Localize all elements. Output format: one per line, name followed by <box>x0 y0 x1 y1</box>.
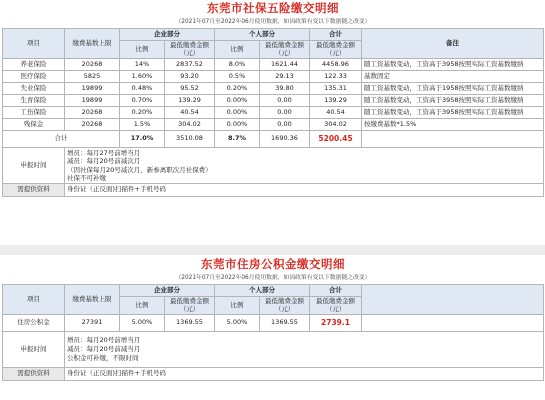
required-docs-text: 身份证（正反面)扫描件+手机号码 <box>65 184 544 197</box>
fund-row-employer-amount: 1369.55 <box>165 315 215 332</box>
row-base: 19899 <box>65 95 120 107</box>
row-remark: 随工资基数变动，工资高于3958按照实际工资基数缴纳 <box>362 95 544 107</box>
fund-apply-time-text: 增员：每月20号前增当月 减员：每月20号前减当月 公积金可补缴，不限时间 <box>65 332 544 368</box>
total-personal-amount: 1690.36 <box>260 131 310 148</box>
row-item: 残保金 <box>3 119 65 131</box>
row-employer-amount: 93.20 <box>165 71 215 83</box>
row-item: 养老保险 <box>3 59 65 71</box>
fund-row-personal-ratio: 5.00% <box>215 315 260 332</box>
fund-header-item: 项目 <box>3 285 65 315</box>
table-row <box>3 59 544 71</box>
row-total: 40.54 <box>310 107 362 119</box>
row-personal-amount: 1621.44 <box>260 59 310 71</box>
row-personal-ratio: 0.00% <box>215 95 260 107</box>
row-item: 工伤保险 <box>3 107 65 119</box>
fund-header-employer: 企业部分 <box>120 285 215 297</box>
table-row <box>3 83 544 95</box>
row-remark: 基数固定 <box>362 71 544 83</box>
fund-header-employer-ratio: 比例 <box>120 297 165 315</box>
required-docs-label: 需提供资料 <box>3 184 65 197</box>
row-personal-amount: 39.80 <box>260 83 310 95</box>
row-employer-amount: 2837.52 <box>165 59 215 71</box>
row-remark: 随工资基数变动，工资高于3958按照实际工资基数缴纳 <box>362 107 544 119</box>
fund-row-item: 住房公积金 <box>3 315 65 332</box>
row-remark: 按缴费基数*1.5% <box>362 119 544 131</box>
fund-header-personal-ratio: 比例 <box>215 297 260 315</box>
fund-header-employer-amount: 最低缴费金额 （元） <box>165 297 215 315</box>
row-total: 122.33 <box>310 71 362 83</box>
fund-row-employer-ratio: 5.00% <box>120 315 165 332</box>
total-employer-ratio: 17.0% <box>120 131 165 148</box>
fund-subtitle: （2021年07月至2022年06月使用数据，如因政策有变以下数据随之改变） <box>175 275 371 282</box>
row-employer-ratio: 1.5% <box>120 119 165 131</box>
row-employer-amount: 95.52 <box>165 83 215 95</box>
apply-time-text: 增员：每月27号前增当月 减员：每月20号前减次月 （因社保每月20号减次月，新参离职次月社保费） 社保不可补缴 <box>65 148 544 184</box>
row-personal-ratio: 0.00% <box>215 107 260 119</box>
section-separator <box>0 245 545 255</box>
fund-apply-time-row <box>3 332 544 368</box>
header-remark: 备注 <box>362 29 544 59</box>
total-remark-empty <box>362 131 544 148</box>
table-row <box>3 71 544 83</box>
row-base: 20268 <box>65 119 120 131</box>
housing-fund-table <box>2 256 544 381</box>
row-total: 4458.96 <box>310 59 362 71</box>
row-base: 20268 <box>65 107 120 119</box>
header-employer-ratio: 比例 <box>120 41 165 59</box>
header-personal-ratio: 比例 <box>215 41 260 59</box>
total-amount: 5200.45 <box>310 131 362 148</box>
row-employer-amount: 304.02 <box>165 119 215 131</box>
fund-apply-time-label: 申报时间 <box>3 332 65 368</box>
row-personal-amount: 0.00 <box>260 95 310 107</box>
total-personal-ratio: 8.7% <box>215 131 260 148</box>
fund-row-total: 2739.1 <box>310 315 362 332</box>
fund-title: 东莞市住房公积金缴交明细 <box>201 256 345 271</box>
row-employer-ratio: 0.20% <box>120 107 165 119</box>
row-employer-amount: 139.29 <box>165 95 215 107</box>
social-insurance-table <box>2 0 544 197</box>
table-row <box>3 315 544 332</box>
fund-row-personal-amount: 1369.55 <box>260 315 310 332</box>
row-remark: 随工资基数变动，工资高于3958按照实际工资基数缴纳 <box>362 59 544 71</box>
row-personal-ratio: 8.0% <box>215 59 260 71</box>
header-personal: 个人部分 <box>215 29 310 41</box>
row-personal-ratio: 0.5% <box>215 71 260 83</box>
fund-required-docs-text: 身份证（正反面)扫描件+手机号码 <box>65 368 544 381</box>
table-row <box>3 107 544 119</box>
row-personal-ratio: 0.00% <box>215 119 260 131</box>
fund-header-base: 缴费基数上限 <box>65 285 120 315</box>
row-base: 5825 <box>65 71 120 83</box>
header-personal-amount: 最低缴费金额 （元） <box>260 41 310 59</box>
header-total-amount: 最低缴费金额 （元） <box>310 41 362 59</box>
row-employer-amount: 40.54 <box>165 107 215 119</box>
row-item: 生育保险 <box>3 95 65 107</box>
header-total: 合计 <box>310 29 362 41</box>
fund-required-docs-label: 需提供资料 <box>3 368 65 381</box>
header-item: 项目 <box>3 29 65 59</box>
row-personal-amount: 29.13 <box>260 71 310 83</box>
row-employer-ratio: 14% <box>120 59 165 71</box>
table-row <box>3 119 544 131</box>
header-employer: 企业部分 <box>120 29 215 41</box>
row-personal-amount: 0.00 <box>260 119 310 131</box>
social-subtitle: （2021年07月至2022年06月使用数据，如因政策有变以下数据随之改变） <box>175 19 371 26</box>
row-item: 医疗保险 <box>3 71 65 83</box>
row-personal-amount: 0.00 <box>260 107 310 119</box>
row-base: 20268 <box>65 59 120 71</box>
row-employer-ratio: 1.60% <box>120 71 165 83</box>
table-row <box>3 95 544 107</box>
total-label: 合计 <box>3 131 120 148</box>
row-item: 失业保险 <box>3 83 65 95</box>
fund-row-base: 27391 <box>65 315 120 332</box>
fund-header-personal: 个人部分 <box>215 285 310 297</box>
fund-header-total: 合计 <box>310 285 362 297</box>
social-title: 东莞市社保五险缴交明细 <box>207 0 339 15</box>
header-employer-amount: 最低缴费金额 （元） <box>165 41 215 59</box>
fund-header-personal-amount: 最低缴费金额 （元） <box>260 297 310 315</box>
row-employer-ratio: 0.70% <box>120 95 165 107</box>
fund-row-blank <box>362 315 544 332</box>
fund-header-total-amount: 最低缴费金额 （元） <box>310 297 362 315</box>
total-employer-amount: 3510.08 <box>165 131 215 148</box>
fund-header-blank <box>362 285 544 315</box>
required-docs-row <box>3 184 544 197</box>
row-total: 135.31 <box>310 83 362 95</box>
row-employer-ratio: 0.48% <box>120 83 165 95</box>
row-total: 139.29 <box>310 95 362 107</box>
total-row <box>3 131 544 148</box>
apply-time-label: 申报时间 <box>3 148 65 184</box>
header-base: 缴费基数上限 <box>65 29 120 59</box>
row-personal-ratio: 0.20% <box>215 83 260 95</box>
apply-time-row <box>3 148 544 184</box>
fund-required-docs-row <box>3 368 544 381</box>
row-remark: 随工资基数变动，工资高于1958按照实际工资基数缴纳 <box>362 83 544 95</box>
row-total: 304.02 <box>310 119 362 131</box>
row-base: 19899 <box>65 83 120 95</box>
